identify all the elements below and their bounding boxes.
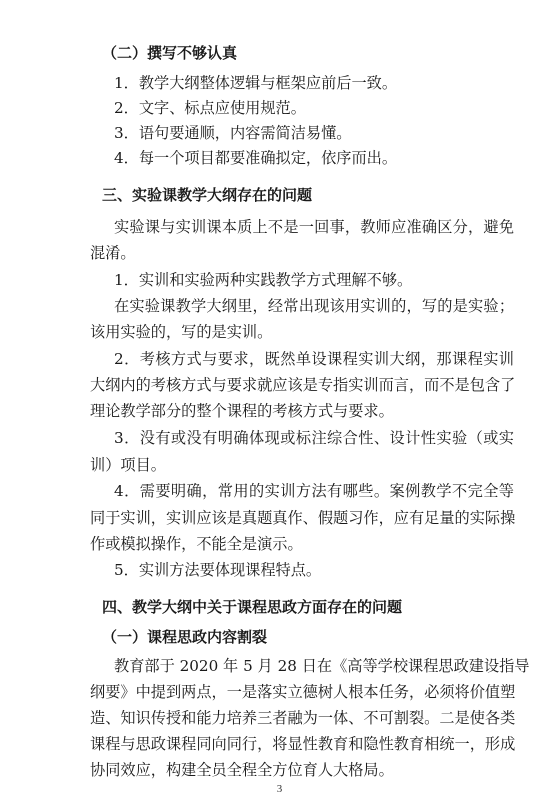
page-number: 3	[276, 783, 283, 795]
section-heading-2-2: （二）撰写不够认真	[102, 44, 238, 62]
paragraph-line: 混淆。	[90, 244, 136, 262]
paragraph-line: 同于实训，实训应该是真题真作、假题习作，应有足量的实际操	[90, 509, 516, 527]
paragraph-line: 课程与思政课程同向同行，将显性教育和隐性教育相统一，形成	[90, 735, 516, 753]
paragraph-line: 该用实验的，写的是实训。	[90, 323, 273, 341]
section-heading-3: 三、实验课教学大纲存在的问题	[102, 186, 313, 204]
list-item: 2．文字、标点应使用规范。	[114, 99, 306, 117]
paragraph-line: 纲要》中提到两点，一是落实立德树人根本任务，必须将价值塑	[90, 683, 516, 701]
paragraph-line: 造、知识传授和能力培养三者融为一体、不可割裂。二是使各类	[90, 709, 516, 727]
list-item: 4．每一个项目都要准确拟定，依序而出。	[114, 149, 398, 167]
section-heading-4: 四、教学大纲中关于课程思政方面存在的问题	[102, 598, 403, 616]
paragraph-line: 理论教学部分的整个课程的考核方式与要求。	[90, 402, 394, 420]
list-item: 1．教学大纲整体逻辑与框架应前后一致。	[114, 74, 398, 92]
list-item: 5．实训方法要体现课程特点。	[114, 561, 322, 579]
paragraph-line: 大纲内的考核方式与要求就应该是专指实训而言，而不是包含了	[90, 376, 516, 394]
list-item: 2．考核方式与要求，既然单设课程实训大纲，那课程实训	[114, 350, 514, 368]
paragraph-line: 协同效应，构建全员全程全方位育人大格局。	[90, 761, 394, 779]
paragraph-line: 教育部于 2020 年 5 月 28 日在《高等学校课程思政建设指导	[114, 657, 530, 675]
paragraph-line: 训）项目。	[90, 456, 166, 474]
list-item: 4．需要明确，常用的实训方法有哪些。案例教学不完全等	[114, 482, 514, 500]
paragraph-line: 实验课与实训课本质上不是一回事，教师应准确区分，避免	[114, 218, 514, 236]
list-item: 3．语句要通顺，内容需简洁易懂。	[114, 124, 352, 142]
list-item: 1．实训和实验两种实践教学方式理解不够。	[114, 271, 413, 289]
list-item: 3．没有或没有明确体现或标注综合性、设计性实验（或实	[114, 429, 514, 447]
paragraph-line: 作或模拟操作，不能全是演示。	[90, 535, 303, 553]
section-heading-4-1: （一）课程思政内容割裂	[102, 628, 268, 646]
paragraph-line: 在实验课教学大纲里，经常出现该用实训的，写的是实验；	[114, 297, 514, 315]
